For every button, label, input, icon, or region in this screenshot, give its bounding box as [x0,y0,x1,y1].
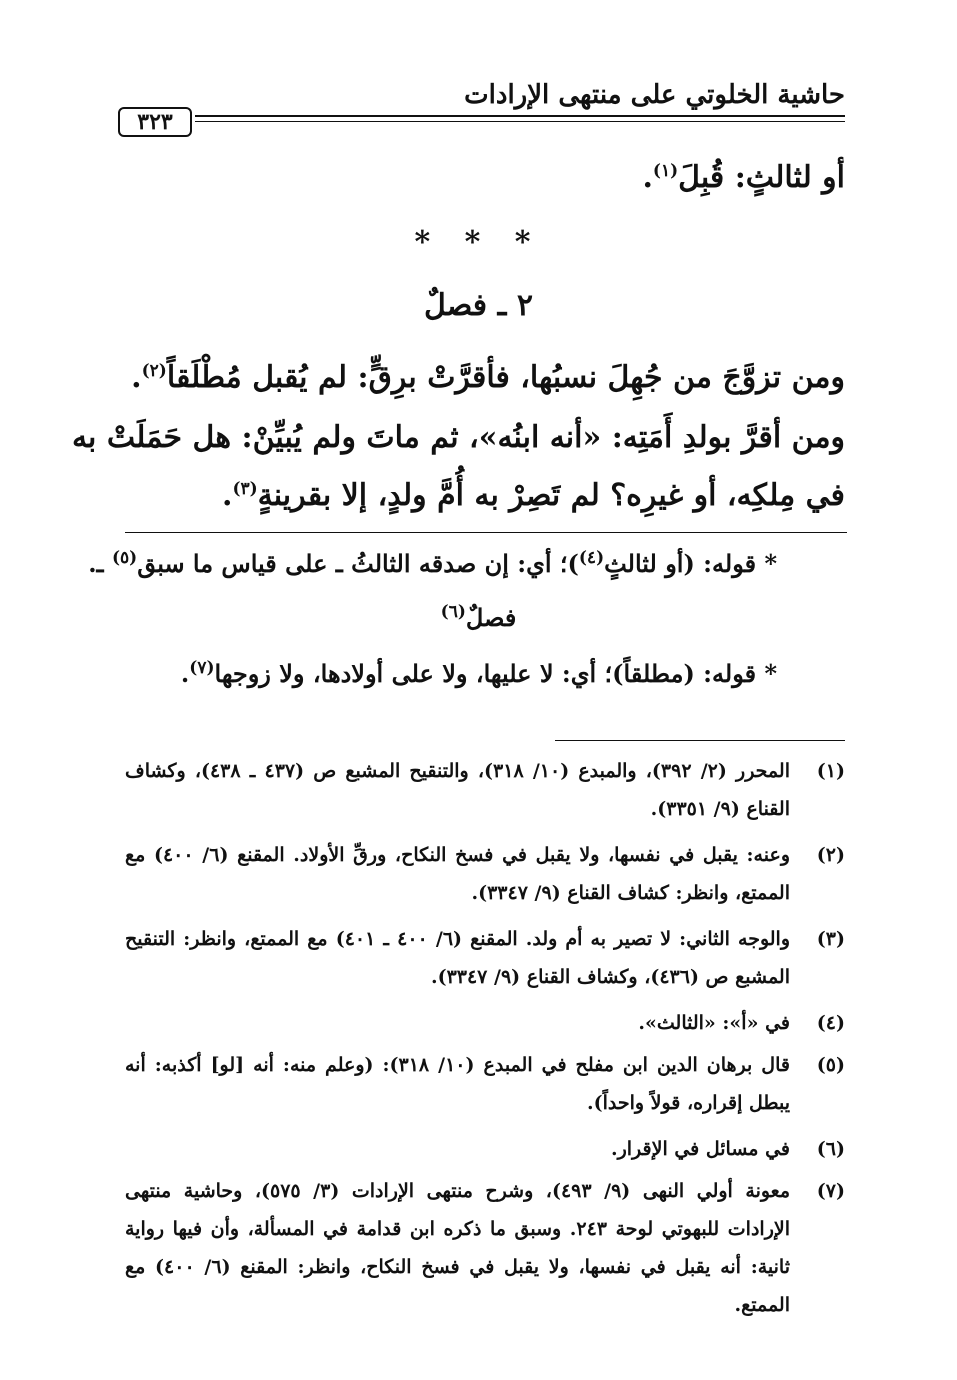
footnote-text: المحرر (٢/ ٣٩٢)، والمبدع (١٠/ ٣١٨)، والتنقيح المشبع ص (٤٣٧ ـ ٤٣٨)، وكشاف القناع (٩/ ٣٣٥١). [125,760,790,820]
commentary-line-2 [181,658,777,688]
footnote-ref[interactable]: (٥) [111,548,138,568]
main-line-1 [120,160,845,195]
main-text-end: . [131,360,142,395]
footnote-ref[interactable]: (١) [652,161,679,181]
footnote-7 [125,1172,845,1324]
footnote-ref[interactable]: (٢) [141,361,167,381]
footnote-ref[interactable]: (٤) [578,548,605,568]
commentary-heading [0,602,957,632]
footnote-number: (٢) [816,844,845,866]
footnote-text: في «أ»: «الثالث». [638,1012,790,1034]
main-text-rule [125,532,847,533]
footnote-ref[interactable]: (٦) [440,602,466,622]
commentary-line-1 [88,548,777,578]
main-line-4 [120,478,845,513]
section-title: ٢ ـ فصلٌ [424,288,533,323]
footnote-2 [125,836,845,912]
commentary-heading-text: فصلٌ [465,603,517,632]
commentary-text: * قوله: (أو لثالثٍ [604,549,777,578]
footnote-1 [125,752,845,828]
footnote-text: والوجه الثاني: لا تصير به أم ولد. المقنع (٦/ ٤٠٠ ـ ٤٠١) مع الممتع، وانظر: التنقيح المشبع ص (٤٣٦)، وكشاف القناع (٩/ ٣٣٤٧). [125,928,791,988]
footnote-number: (٤) [816,1012,845,1034]
footnote-5 [125,1046,845,1122]
page-number: ٣٢٣ [118,107,192,137]
header-rule [195,115,845,122]
footnote-text: وعنه: يقبل في نفسها، ولا يقبل في فسخ النكاح، ورقِّ الأولاد. المقنع (٦/ ٤٠٠) مع الممتع، وانظر: كشاف القناع (٩/ ٣٣٤٧). [125,844,790,904]
footnote-number: (٦) [816,1138,845,1160]
footnote-number: (٣) [816,928,845,950]
main-text: أو لثالثٍ: قُبِلَ [678,160,845,195]
section-separator-stars: * * * [414,225,543,260]
footnote-number: (٧) [816,1180,845,1202]
running-header-title: حاشية الخلوتي على منتهى الإرادات [464,80,845,110]
commentary-text: * قوله: (مطلقاً)؛ أي: لا عليها، ولا على أولادها، ولا زوجها [214,659,777,688]
footnote-ref[interactable]: (٣) [232,479,258,499]
footnote-text: في مسائل في الإقرار. [610,1138,790,1160]
main-line-2 [120,360,845,395]
footnote-text: معونة أولي النهى (٩/ ٤٩٣)، وشرح منتهى الإرادات (٣/ ٥٧٥)، وحاشية منتهى الإرادات للبهوتي لوحة ٢٤٣. وسبق ما ذكره ابن قدامة في المسألة، وأن فيها رواية ثانية: أنه يقبل في نفسها، ولا يقبل في فسخ النكاح، وانظر: المقنع (٦/ ٤٠٠) مع الممتع. [125,1180,791,1316]
main-line-3: ومن أقرَّ بولدِ أَمَتِه: «أنه ابنُه»، ثم ماتَ ولم يُبيِّنْ: هل حَمَلَتْ به [71,420,845,455]
footnote-text: قال برهان الدين ابن مفلح في المبدع (١٠/ ٣١٨): (وعلم منه: أنه [لو] أكذبه: أنه يبطل إقراره، قولاً واحداً). [125,1054,790,1114]
footnote-6 [125,1130,845,1168]
footnote-3 [125,920,845,996]
main-text: في مِلكِه، أو غيرِه؟ لم تَصِرْ به أُمَّ ولدٍ، إلا بقرينةٍ [257,478,845,513]
footnote-4 [125,1004,845,1042]
footnote-rule [555,740,845,741]
commentary-text: )؛ أي: إن صدقه الثالثُ ـ على قياس ما سبق [137,549,579,578]
main-text-end: . [221,478,233,513]
commentary-text: ـ. [88,549,112,578]
commentary-text: . [180,659,190,688]
footnote-number: (٥) [816,1054,845,1076]
footnote-number: (١) [816,760,845,782]
footnote-ref[interactable]: (٧) [189,658,215,678]
main-text-end: . [642,160,653,195]
main-text: ومن تزوَّجَ من جُهِلَ نسبُها، فأقرَّتْ برِقٍّ: لم يُقبل مُطْلَقاً [166,360,845,395]
